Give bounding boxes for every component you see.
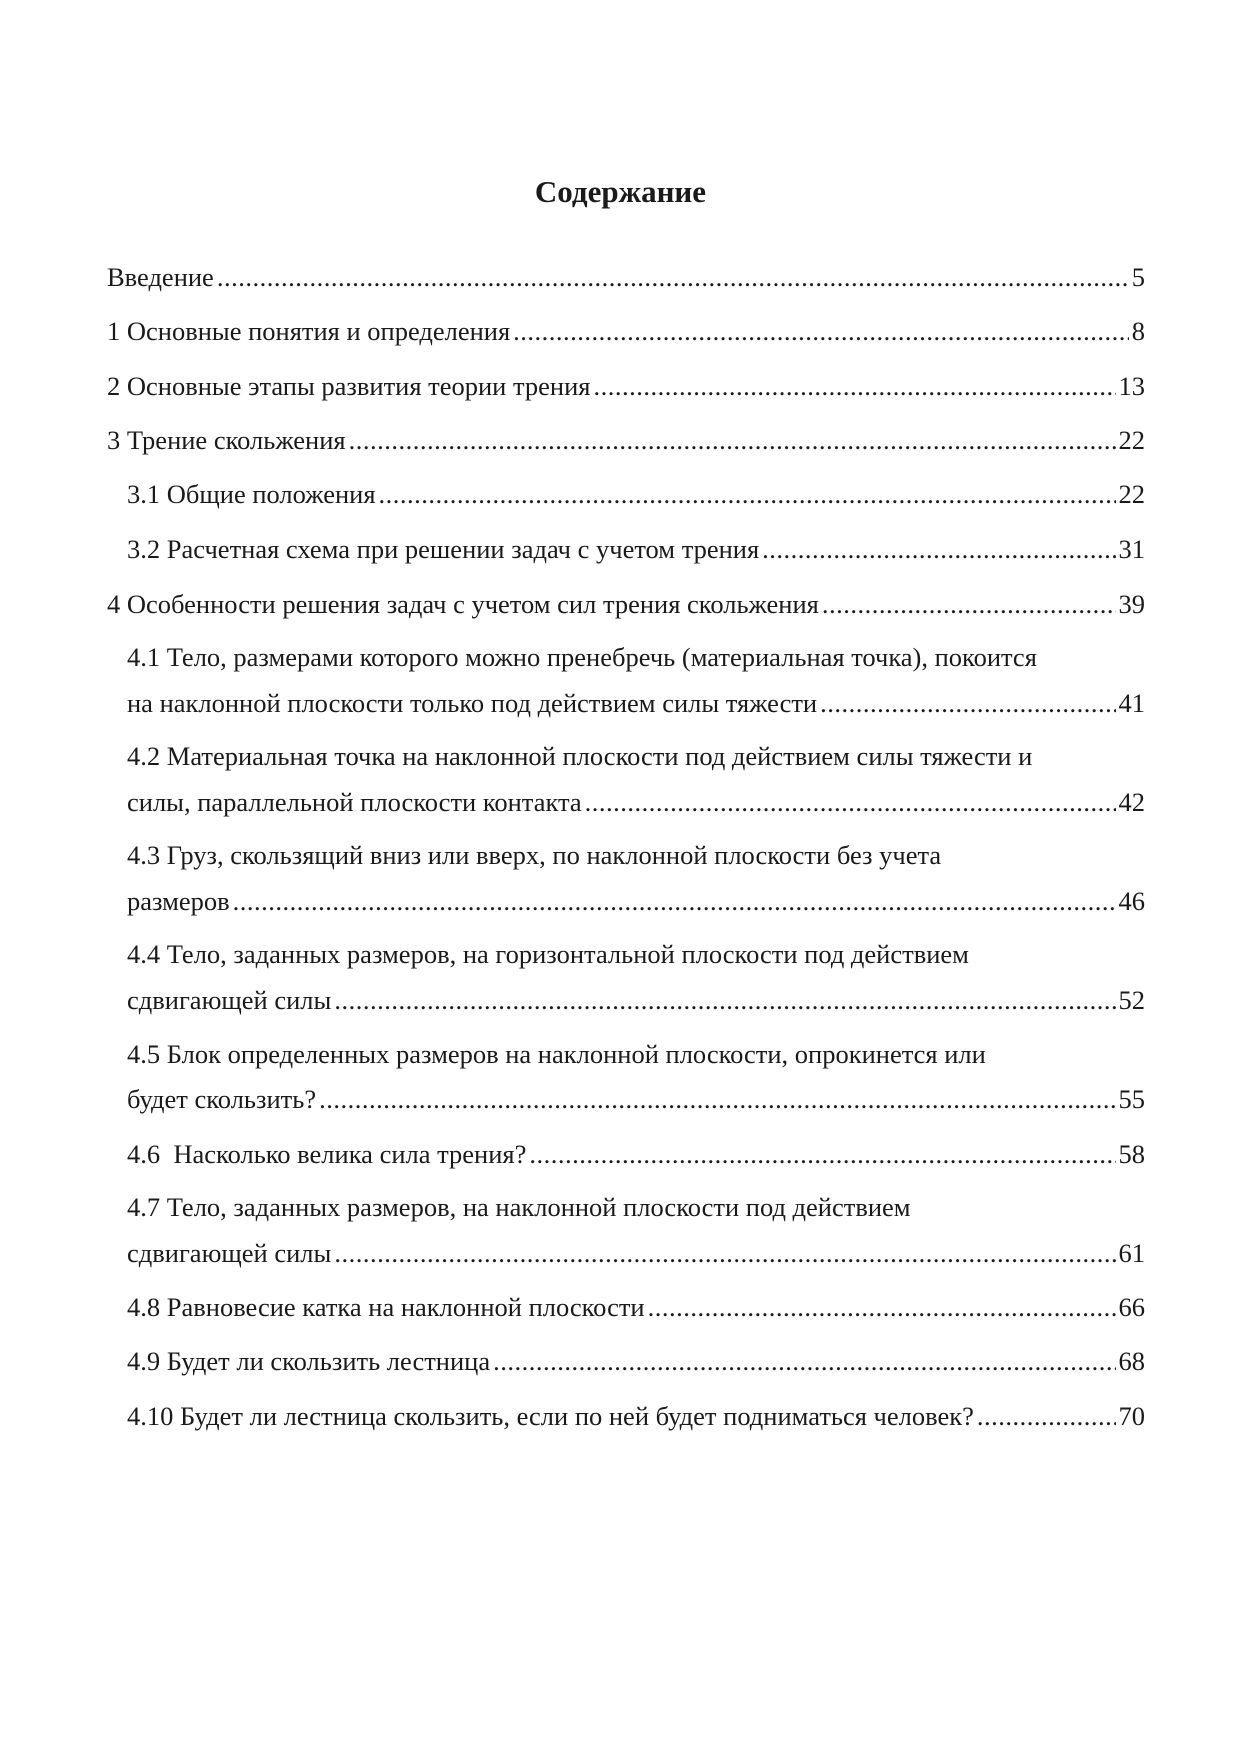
toc-page-number: 55 (1118, 1084, 1145, 1114)
toc-leader-dots (334, 983, 1115, 1017)
toc-entry-4-8[interactable] (127, 1290, 1145, 1324)
toc-leader-dots (349, 423, 1116, 457)
toc-leader-dots (233, 884, 1116, 918)
toc-leader-dots (217, 260, 1129, 294)
toc-entry-text: 1 Основные понятия и определения (107, 316, 511, 346)
toc-leader-dots (820, 686, 1115, 720)
toc-page-number: 8 (1131, 316, 1145, 346)
toc-page-number: 31 (1118, 534, 1145, 564)
toc-entry-text: 3.1 Общие положения (127, 479, 376, 509)
toc-page-number: 5 (1131, 262, 1145, 292)
toc-page-number: 68 (1118, 1346, 1145, 1376)
toc-entry-4-5-first-line[interactable]: 4.5 Блок определенных размеров на наклонной плоскости, опрокинется или (127, 1039, 986, 1069)
toc-entry-text: сдвигающей силы (127, 1238, 332, 1268)
toc-entry-4[interactable] (107, 587, 1145, 621)
toc-page-number: 41 (1118, 688, 1145, 718)
toc-entry-2[interactable] (107, 369, 1145, 403)
toc-leader-dots (762, 532, 1115, 566)
toc-leader-dots (493, 1344, 1115, 1378)
toc-leader-dots (334, 1236, 1115, 1270)
toc-entry-3-2[interactable] (127, 532, 1145, 566)
toc-leader-dots (648, 1290, 1116, 1324)
toc-leader-dots (529, 1137, 1115, 1171)
toc-entry-text: размеров (127, 886, 230, 916)
page-title: Содержание (534, 174, 707, 209)
toc-page-number: 22 (1118, 479, 1145, 509)
toc-leader-dots (977, 1399, 1116, 1433)
toc-entry-text: 4.8 Равновесие катка на наклонной плоскости (127, 1292, 645, 1322)
toc-entry-4-3[interactable] (127, 884, 1145, 918)
toc-entry-4-10[interactable] (127, 1399, 1145, 1433)
toc-entry-4-1[interactable] (127, 686, 1145, 720)
toc-entry-text: будет скользить? (127, 1084, 317, 1114)
toc-leader-dots (319, 1082, 1115, 1116)
toc-page-number: 46 (1118, 886, 1145, 916)
toc-entry-4-4[interactable] (127, 983, 1145, 1017)
toc-entry-4-5[interactable] (127, 1082, 1145, 1116)
toc-leader-dots (593, 369, 1115, 403)
toc-leader-dots (822, 587, 1116, 621)
toc-entry-text: 4.9 Будет ли скользить лестница (127, 1346, 491, 1376)
toc-entry-4-2-first-line[interactable]: 4.2 Материальная точка на наклонной плоскости под действием силы тяжести и (127, 741, 1033, 771)
toc-page-number: 52 (1118, 985, 1145, 1015)
toc-entry-text: на наклонной плоскости только под действием силы тяжести (127, 688, 818, 718)
toc-entry-text: 4.10 Будет ли лестница скользить, если по ней будет подниматься человек? (127, 1401, 974, 1431)
toc-entry-text: Введение (107, 262, 214, 292)
toc-entry-4-3-first-line[interactable]: 4.3 Груз, скользящий вниз или вверх, по наклонной плоскости без учета (127, 840, 942, 870)
toc-entry-3[interactable] (107, 423, 1145, 457)
toc-entry-4-7-first-line[interactable]: 4.7 Тело, заданных размеров, на наклонной плоскости под действием (127, 1192, 911, 1222)
toc-entry-4-6[interactable] (127, 1137, 1145, 1171)
toc-page-number: 39 (1118, 589, 1145, 619)
toc-page-number: 58 (1118, 1139, 1145, 1169)
toc-page-number: 22 (1118, 425, 1145, 455)
toc-entry-4-2[interactable] (127, 785, 1145, 819)
toc-page-number: 66 (1118, 1292, 1145, 1322)
toc-page-number: 13 (1118, 371, 1145, 401)
toc-entry-text: 2 Основные этапы развития теории трения (107, 371, 591, 401)
toc-entry-3-1[interactable] (127, 477, 1145, 511)
toc-entry-1[interactable] (107, 314, 1145, 348)
toc-entry-intro[interactable] (107, 260, 1145, 294)
toc-entry-4-4-first-line[interactable]: 4.4 Тело, заданных размеров, на горизонтальной плоскости под действием (127, 939, 969, 969)
toc-entry-4-1-first-line[interactable]: 4.1 Тело, размерами которого можно пренебречь (материальная точка), покоится (127, 642, 1037, 672)
toc-leader-dots (379, 477, 1116, 511)
toc-entry-4-7[interactable] (127, 1236, 1145, 1270)
toc-entry-4-9[interactable] (127, 1344, 1145, 1378)
toc-page-number: 42 (1118, 787, 1145, 817)
toc-leader-dots (585, 785, 1116, 819)
toc-entry-text: 4 Особенности решения задач с учетом сил трения скольжения (107, 589, 819, 619)
toc-entry-text: силы, параллельной плоскости контакта (127, 787, 582, 817)
toc-page-number: 61 (1118, 1238, 1145, 1268)
toc-entry-text: 3.2 Расчетная схема при решении задач с учетом трения (127, 534, 760, 564)
toc-page-number: 70 (1118, 1401, 1145, 1431)
toc-entry-text: 4.6 Насколько велика сила трения? (127, 1139, 527, 1169)
toc-entry-text: 3 Трение скольжения (107, 425, 346, 455)
toc-leader-dots (513, 314, 1129, 348)
toc-entry-text: сдвигающей силы (127, 985, 332, 1015)
